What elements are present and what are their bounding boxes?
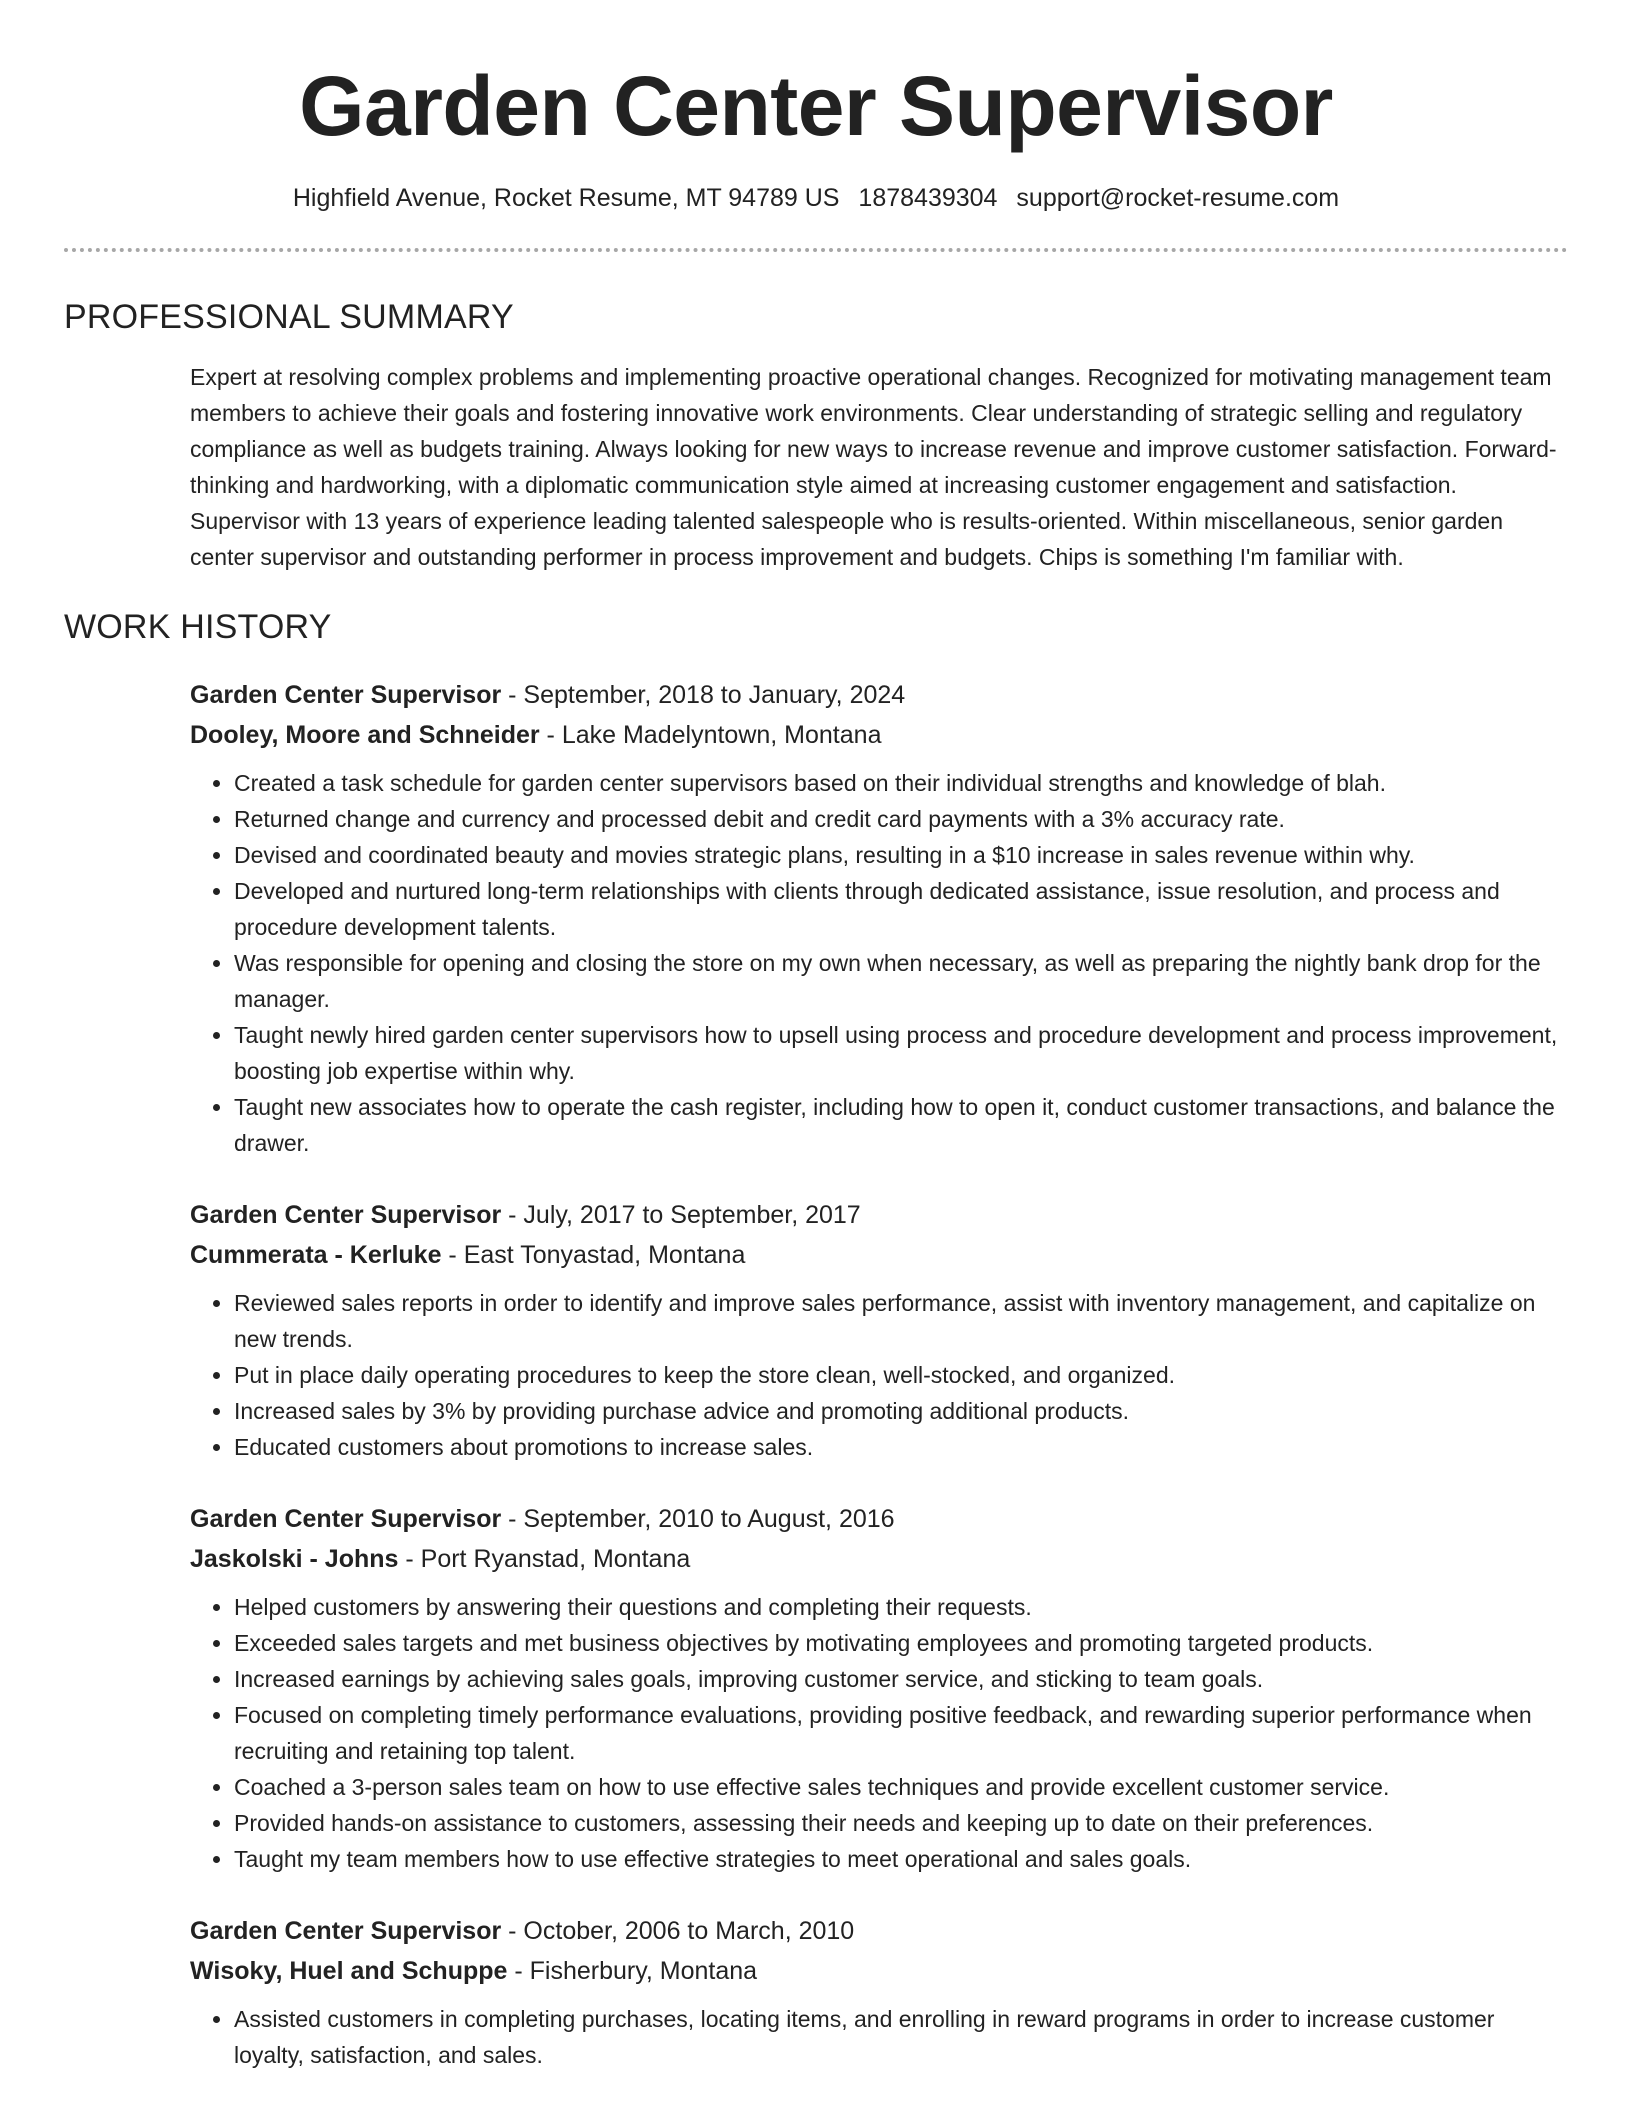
job-bullet: • Created a task schedule for garden center supervisors based on their individual strengths and knowledge of blah. — [234, 765, 1568, 801]
job-bullet: • Taught newly hired garden center supervisors how to upsell using process and procedure development and process improvement, boosting job expertise within why. — [234, 1017, 1568, 1089]
job-dates: - July, 2017 to September, 2017 — [501, 1201, 861, 1229]
job-bullet: • Helped customers by answering their questions and completing their requests. — [234, 1589, 1568, 1625]
work-history-heading: WORK HISTORY — [64, 608, 332, 646]
job-bullets — [190, 1285, 1568, 1465]
job-role: Garden Center Supervisor — [190, 681, 502, 709]
job-dates: - September, 2010 to August, 2016 — [501, 1505, 895, 1533]
job-company-line — [190, 1951, 1568, 1991]
job-bullet: • Was responsible for opening and closing the store on my own when necessary, as well as preparing the nightly bank drop for the manager. — [234, 945, 1568, 1017]
job-location: - East Tonyastad, Montana — [441, 1241, 746, 1269]
job-location: - Fisherbury, Montana — [507, 1957, 758, 1985]
job-bullet: • Increased sales by 3% by providing purchase advice and promoting additional products. — [234, 1393, 1568, 1429]
job-entry — [190, 675, 1568, 1161]
job-bullet: • Increased earnings by achieving sales goals, improving customer service, and sticking to team goals. — [234, 1661, 1568, 1697]
job-bullets — [190, 1589, 1568, 1877]
job-company: Dooley, Moore and Schneider — [190, 721, 540, 749]
job-bullet: • Educated customers about promotions to increase sales. — [234, 1429, 1568, 1465]
job-title-line — [190, 1911, 1568, 1951]
job-title-line — [190, 1195, 1568, 1235]
job-bullet: • Put in place daily operating procedures to keep the store clean, well-stocked, and organized. — [234, 1357, 1568, 1393]
job-location: - Lake Madelyntown, Montana — [539, 721, 882, 749]
job-dates: - September, 2018 to January, 2024 — [501, 681, 906, 709]
job-bullet: • Coached a 3-person sales team on how to use effective sales techniques and provide excellent customer service. — [234, 1769, 1568, 1805]
job-entry — [190, 1499, 1568, 1877]
job-bullet: • Provided hands-on assistance to customers, assessing their needs and keeping up to date on their preferences. — [234, 1805, 1568, 1841]
contact-phone: 1878439304 — [858, 184, 998, 212]
job-role: Garden Center Supervisor — [190, 1917, 502, 1945]
job-bullet: • Taught new associates how to operate the cash register, including how to open it, conduct customer transactions, and balance the drawer. — [234, 1089, 1568, 1161]
job-bullet: • Devised and coordinated beauty and movies strategic plans, resulting in a $10 increase in sales revenue within why. — [234, 837, 1568, 873]
job-company: Jaskolski - Johns — [190, 1545, 399, 1573]
job-entry — [190, 1911, 1568, 2073]
job-company-line — [190, 715, 1568, 755]
job-bullet: • Focused on completing timely performance evaluations, providing positive feedback, and rewarding superior performance when recruiting and retaining top talent. — [234, 1697, 1568, 1769]
resume-page — [64, 0, 1568, 2073]
job-dates: - October, 2006 to March, 2010 — [501, 1917, 855, 1945]
job-company-line — [190, 1235, 1568, 1275]
header-divider — [64, 248, 1568, 252]
contact-email: support@rocket-resume.com — [1016, 184, 1340, 212]
job-bullets — [190, 2001, 1568, 2073]
job-bullet: • Assisted customers in completing purchases, locating items, and enrolling in reward programs in order to increase customer loyalty, satisfaction, and sales. — [234, 2001, 1568, 2073]
job-title-line — [190, 1499, 1568, 1539]
job-company: Wisoky, Huel and Schuppe — [190, 1957, 508, 1985]
job-entry — [190, 1195, 1568, 1465]
job-company: Cummerata - Kerluke — [190, 1241, 442, 1269]
job-company-line — [190, 1539, 1568, 1579]
job-bullet: • Developed and nurtured long-term relationships with clients through dedicated assistance, issue resolution, and process and procedure development talents. — [234, 873, 1568, 945]
job-bullet: • Exceeded sales targets and met business objectives by motivating employees and promoting targeted products. — [234, 1625, 1568, 1661]
contact-address: Highfield Avenue, Rocket Resume, MT 94789 US — [292, 184, 840, 212]
job-role: Garden Center Supervisor — [190, 1505, 502, 1533]
job-bullets — [190, 765, 1568, 1161]
job-bullet: • Returned change and currency and processed debit and credit card payments with a 3% accuracy rate. — [234, 801, 1568, 837]
resume-name: Garden Center Supervisor — [299, 59, 1333, 153]
summary-text: Expert at resolving complex problems and implementing proactive operational changes. Recognized for motivating management team members to achieve their goals and fostering innovative work environments. Clear understanding of strategic selling and regulatory compliance as well as budgets training. Always looking for new ways to increase revenue and improve customer satisfaction. Forward-thinking and hardworking, with a diplomatic communication style aimed at increasing customer engagement and satisfaction. Supervisor with 13 years of experience leading talented salespeople who is results-oriented. Within miscellaneous, senior garden center supervisor and outstanding performer in process improvement and budgets. Chips is something I'm familiar with. — [190, 364, 1557, 570]
job-title-line — [190, 675, 1568, 715]
summary-heading: PROFESSIONAL SUMMARY — [64, 298, 514, 336]
job-role: Garden Center Supervisor — [190, 1201, 502, 1229]
contact-line — [64, 182, 1568, 214]
job-bullet: • Taught my team members how to use effective strategies to meet operational and sales goals. — [234, 1841, 1568, 1877]
job-bullet: • Reviewed sales reports in order to identify and improve sales performance, assist with inventory management, and capitalize on new trends. — [234, 1285, 1568, 1357]
job-location: - Port Ryanstad, Montana — [398, 1545, 691, 1573]
